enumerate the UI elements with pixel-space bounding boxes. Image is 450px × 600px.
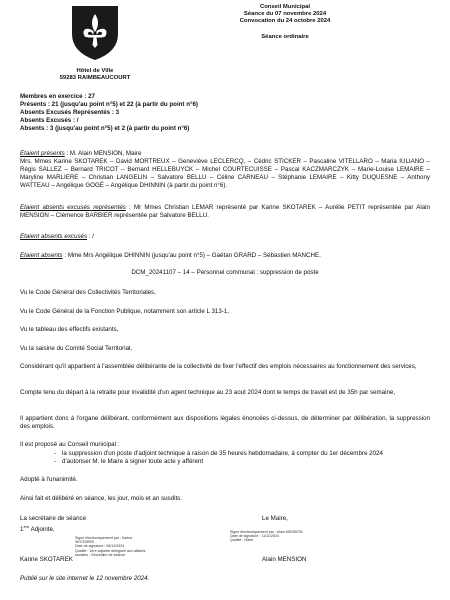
coat-of-arms-logo <box>70 4 120 62</box>
represented-label: Etaient absents excusés représentés <box>20 204 126 211</box>
secretary-e-signature: Signé électroniquement par : Karine SKOTAREK Date de signature : 08/11/2024 Qualité : 1ère adjointe déléguée aux affaires sociales - Secrétaire de séance <box>75 536 146 557</box>
p-code-collectivites: Vu le Code Général des Collectivités Territoriales, <box>20 289 156 296</box>
convocation-date: Convocation du 24 octobre 2024 <box>239 18 331 25</box>
members-in-office: Membres en exercice : 27 <box>20 93 95 100</box>
p-comite-social: Vu la saisine du Comité Social Territorial, <box>20 345 133 352</box>
p-considerant: Considérant qu'il appartient à l'assemblée délibérante de la collectivité de fixer l'effectif des emplois nécessaires au fonctionnement des services, <box>20 363 417 370</box>
absent-count: Absents : 3 (jusqu'au point n°5) et 2 (à partir du point n°6) <box>20 125 190 132</box>
p-code-fonction-publique: Vu le Code Général de la Fonction Publique, notamment son article L 313-1, <box>20 308 230 315</box>
publication-note: Publié sur le site internet le 12 novembre 2024. <box>20 575 150 582</box>
excused-section <box>20 233 430 241</box>
excused-label: Etaient absents excusés <box>20 233 88 240</box>
present-section <box>20 150 430 190</box>
session-type: Séance ordinaire <box>261 33 309 40</box>
proposal-list <box>48 450 447 466</box>
secretary-label: La secrétaire de séance <box>20 515 87 522</box>
p-organe-deliberant: Il appartient donc à l'organe délibérant, conformément aux dispositions légales énoncées ci-dessus, de déterminer par délibération, la suppression des emplois. <box>20 415 430 430</box>
session-date: Séance du 07 novembre 2024 <box>243 11 327 18</box>
p-proposition: Il est proposé au Conseil municipal : <box>20 441 120 448</box>
present-count: Présents : 21 (jusqu'au point n°5) et 22 (à partir du point n°6) <box>20 101 198 108</box>
mayor-label: Le Maire, <box>262 515 288 522</box>
excused-represented-count: Absents Excusés Représentés : 3 <box>20 109 120 116</box>
present-members: Mrs. Mmes Karine SKOTAREK – David MORTREUX – Geneviève LECLERCQ, – Cédric STICKER – Pascaline VITELLARO – Maria IULIANO – Régis SALLEZ – Bernard TRICOT – Bernard HELLEBUYCK – Michel COURTECUISSE – Pascal KACZMARCZYK – Marie-Louise LEMAIRE – Maryline MARLIERE – Christian LANGELIN – Salvatore BELLU – Céline CARNEAU – Stéphanie LEMAIRE – Kitty DUQUESNE – Anthony WATTEAU – Angélique GOGÉ – Angélique DHINNIN (à partir du point n°6). <box>20 158 430 189</box>
excused-text: : / <box>87 233 94 240</box>
secretary-name: Karine SKOTAREK <box>20 556 73 563</box>
absent-section <box>20 252 430 260</box>
absent-text: : Mme Mrs Angélique DHINNIN (jusqu'au point n°5) – Gaëtan GRARD – Sébastien MANCHE. <box>62 252 321 259</box>
closing-text: Ainsi fait et délibéré en séance, les jour, mois et an susdits. <box>20 495 182 502</box>
p-compte-tenu: Compte tenu du départ à la retraite pour invalidité d'un agent technique au 23 aout 2024 dont le temps de travail est de 35h par semaine, <box>20 389 396 396</box>
present-mayor: : M. Alain MENSION, Maire <box>64 150 142 157</box>
town-hall-label: Hôtel de Ville <box>76 68 114 74</box>
proposal-item: - la suppression d'un poste d'adjoint technique à raison de 35 heures hebdomadaire, à compter du 1er décembre 2024 <box>62 450 447 458</box>
present-label: Etaient présents <box>20 150 65 157</box>
council-title: Conseil Municipal <box>259 4 311 10</box>
proposal-item: - d'autoriser M. le Maire à signer toute acte y afférent <box>62 458 447 466</box>
secretary-role: 1ère Adjointe, <box>20 524 55 534</box>
deliberation-title: DCM_20241107 – 14 – Personnel communal : suppression de poste <box>131 269 319 276</box>
mayor-e-signature: Signé électroniquement par : Alain MENSION Date de signature : 11/11/2024 Qualité : Maire <box>230 530 303 543</box>
secretary-block <box>20 515 180 534</box>
adopted-text: Adopté à l'unanimité. <box>20 476 78 483</box>
excused-count: Absents Excusés : / <box>20 117 79 124</box>
mayor-name: Alain MENSION <box>262 556 307 563</box>
absent-label: Etaient absents <box>20 252 63 259</box>
town-address: 59283 RAIMBEAUCOURT <box>59 75 131 82</box>
represented-section <box>20 204 430 220</box>
p-tableau-effectifs: Vu le tableau des effectifs existants, <box>20 326 119 333</box>
represented-text: : Mr Mmes Christian LEMAR représenté par Karine SKOTAREK – Aurélie PETIT représentée par Alain MENSION – Clémence BARBIER représentée par Salvatore BELLU. <box>20 204 430 219</box>
